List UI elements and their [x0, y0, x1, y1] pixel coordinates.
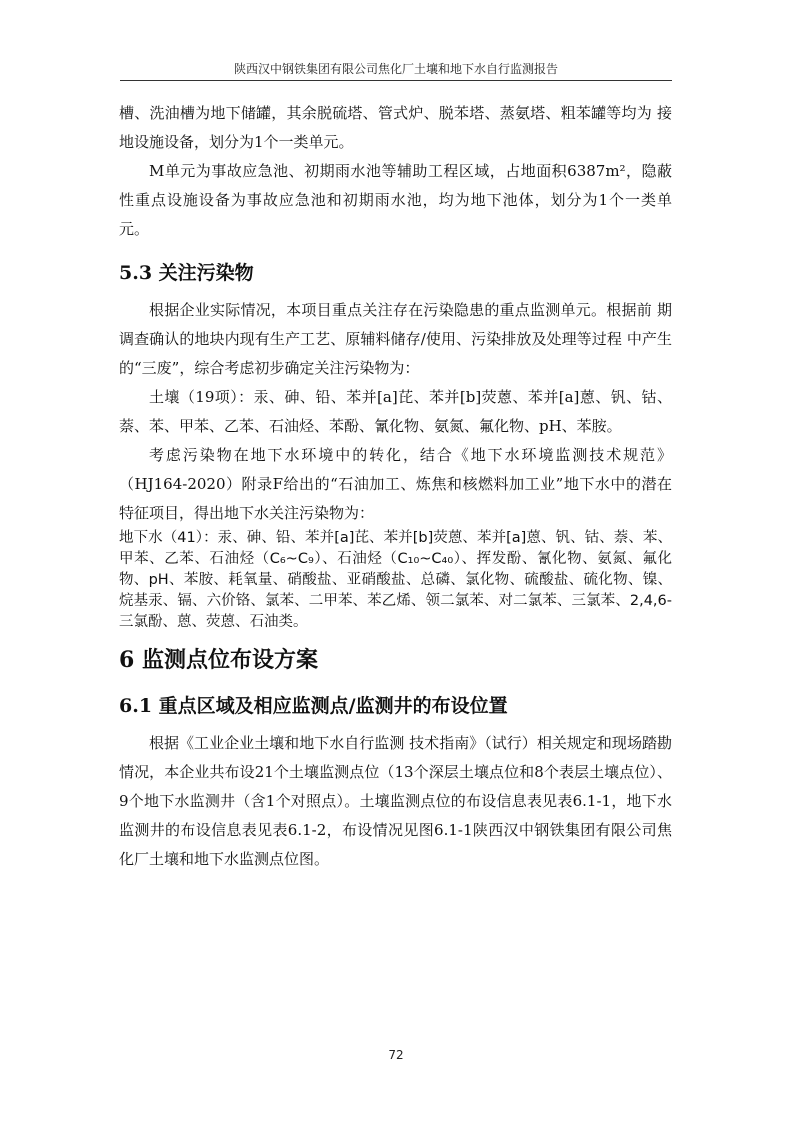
- running-header: 陕西汉中钢铁集团有限公司焦化厂土壤和地下水自行监测报告: [233, 62, 558, 76]
- paragraph-groundwater-pollutants: 地下水（41）：汞、砷、铅、苯并[a]芘、苯并[b]荧蒽、苯并[a]蒽、钒、钴、萘、苯、甲苯、乙苯、石油烃（C₆~C₉）、石油烃（C₁₀~C₄₀）、挥发酚、氰化物、氨氮、氟化物、pH、苯胺、耗氧量、硝酸盐、亚硝酸盐、总磷、氯化物、硫酸盐、硫化物、镍、烷基汞、镉、六价铬、氯苯、二甲苯、苯乙烯、领二氯苯、对二氯苯、三氯苯、2,4,6-三氯酚、蒽、荧蒽、石油类。: [119, 530, 672, 630]
- header-rule: [120, 80, 672, 81]
- paragraph-pollutants-intro: 根据企业实际情况，本项目重点关注存在污染隐患的重点监测单元。根据前 期调查确认的地块内现有生产工艺、原辅料储存/使用、污染排放及处理等过程 中产生的“三废”，综合考虑初步确定关注污染物为：: [119, 301, 672, 377]
- paragraph-groundwater-intro: 考虑污染物在地下水环境中的转化，结合《地下水环境监测技术规范》（HJ164-2020）附录F给出的“石油加工、炼焦和核燃料加工业”地下水中的潜在 特征项目，得出地下水关注污染物为：: [119, 446, 672, 522]
- chapter-heading-6: 6 监测点位布设方案: [119, 647, 318, 673]
- paragraph-m-unit: M单元为事故应急池、初期雨水池等辅助工程区域，占地面积6387m²，隐蔽 性重点设施设备为事故应急池和初期雨水池，均为地下池体，划分为1个一类单 元。: [119, 162, 672, 238]
- paragraph-storage-tanks: 槽、洗油槽为地下储罐，其余脱硫塔、管式炉、脱苯塔、蒸氨塔、粗苯罐等均为 接地设施设备，划分为1个一类单元。: [119, 104, 672, 151]
- section-heading-6-1: 6.1 重点区域及相应监测点/监测井的布设位置: [119, 695, 508, 717]
- page-content: [119, 99, 672, 874]
- page-number: 72: [388, 1048, 404, 1062]
- section-heading-5-3: 5.3 关注污染物: [119, 262, 254, 284]
- paragraph-soil-pollutants: 土壤（19项）：汞、砷、铅、苯并[a]芘、苯并[b]荧蒽、苯并[a]蒽、钒、钴、萘、苯、甲苯、乙苯、石油烃、苯酚、氰化物、氨氮、氟化物、pH、苯胺。: [119, 388, 672, 435]
- paragraph-monitoring-layout: 根据《工业企业土壤和地下水自行监测 技术指南》（试行）相关规定和现场踏勘情况，本企业共布设21个土壤监测点位（13个深层土壤点位和8个表层土壤点位）、9个地下水监测井（含1个对照点）。土壤监测点位的布设信息表见表6.1-1，地下水监测井的布设信息表见表6.1-2，布设情况见图6.1-1陕西汉中钢铁集团有限公司焦化厂土壤和地下水监测点位图。: [119, 734, 672, 868]
